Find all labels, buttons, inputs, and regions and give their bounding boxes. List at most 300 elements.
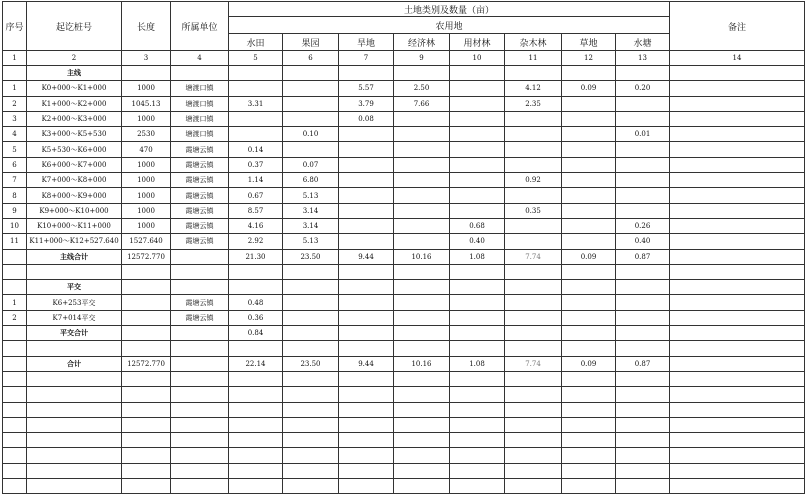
stake-cell: K5+530～K6+000 bbox=[27, 142, 122, 157]
table-cell bbox=[562, 157, 616, 172]
table-cell bbox=[616, 479, 670, 494]
table-cell bbox=[122, 479, 171, 494]
header-col-timber-forest: 用材林 bbox=[450, 34, 505, 51]
table-cell bbox=[562, 188, 616, 203]
table-cell bbox=[616, 417, 670, 432]
table-cell: 3.31 bbox=[229, 96, 283, 111]
table-cell bbox=[394, 310, 450, 325]
table-cell bbox=[505, 326, 562, 341]
table-cell bbox=[616, 326, 670, 341]
table-cell bbox=[670, 433, 805, 448]
table-cell bbox=[670, 127, 805, 142]
table-cell: 1 bbox=[3, 81, 27, 96]
table-cell: 4.12 bbox=[505, 81, 562, 96]
table-cell bbox=[394, 295, 450, 310]
table-cell bbox=[394, 218, 450, 233]
table-cell bbox=[3, 417, 27, 432]
table-cell bbox=[505, 341, 562, 356]
table-cell bbox=[616, 264, 670, 279]
table-cell bbox=[394, 66, 450, 81]
table-cell bbox=[562, 127, 616, 142]
table-cell: 0.92 bbox=[505, 173, 562, 188]
table-cell bbox=[450, 81, 505, 96]
table-cell bbox=[394, 142, 450, 157]
table-cell: 1000 bbox=[122, 157, 171, 172]
header-seq: 序号 bbox=[3, 2, 27, 51]
table-cell bbox=[3, 280, 27, 295]
table-cell: 21.30 bbox=[229, 249, 283, 264]
stake-cell: K6+000～K7+000 bbox=[27, 157, 122, 172]
table-cell bbox=[505, 433, 562, 448]
table-cell bbox=[229, 417, 283, 432]
table-cell bbox=[616, 157, 670, 172]
table-cell bbox=[562, 66, 616, 81]
table-cell bbox=[670, 203, 805, 218]
table-cell bbox=[450, 387, 505, 402]
table-cell bbox=[229, 81, 283, 96]
table-cell: 5.13 bbox=[283, 188, 339, 203]
column-number-cell: 9 bbox=[394, 51, 450, 66]
stake-cell: K0+000～K1+000 bbox=[27, 81, 122, 96]
table-cell bbox=[670, 371, 805, 386]
table-cell: 12572.770 bbox=[122, 249, 171, 264]
table-cell bbox=[450, 66, 505, 81]
table-cell: 9.44 bbox=[339, 249, 394, 264]
table-cell bbox=[27, 264, 122, 279]
column-number-cell: 4 bbox=[171, 51, 229, 66]
table-cell bbox=[394, 173, 450, 188]
table-cell: 0.36 bbox=[229, 310, 283, 325]
table-cell bbox=[339, 371, 394, 386]
table-cell bbox=[670, 356, 805, 371]
table-row bbox=[3, 81, 805, 96]
table-cell bbox=[670, 142, 805, 157]
table-cell bbox=[283, 371, 339, 386]
table-cell bbox=[3, 402, 27, 417]
table-cell bbox=[3, 341, 27, 356]
table-cell bbox=[670, 96, 805, 111]
stake-cell: K9+000～K10+000 bbox=[27, 203, 122, 218]
table-cell bbox=[616, 371, 670, 386]
table-cell: 9.44 bbox=[339, 356, 394, 371]
table-cell bbox=[670, 234, 805, 249]
table-cell bbox=[229, 111, 283, 126]
table-cell: 1000 bbox=[122, 173, 171, 188]
stake-cell: 主线合计 bbox=[27, 249, 122, 264]
table-cell: 1.08 bbox=[450, 356, 505, 371]
table-cell bbox=[171, 249, 229, 264]
table-cell: 0.26 bbox=[616, 218, 670, 233]
header-col-mixed-forest: 杂木林 bbox=[505, 34, 562, 51]
table-cell bbox=[670, 264, 805, 279]
table-cell bbox=[616, 66, 670, 81]
table-cell bbox=[562, 402, 616, 417]
table-cell bbox=[505, 157, 562, 172]
stake-cell: K6+253平交 bbox=[27, 295, 122, 310]
table-cell bbox=[505, 387, 562, 402]
table-cell bbox=[283, 448, 339, 463]
table-cell bbox=[339, 203, 394, 218]
table-cell: 3.14 bbox=[283, 203, 339, 218]
table-cell bbox=[171, 371, 229, 386]
column-number-cell: 6 bbox=[283, 51, 339, 66]
table-cell: 0.37 bbox=[229, 157, 283, 172]
table-cell bbox=[339, 463, 394, 478]
table-cell: 3.14 bbox=[283, 218, 339, 233]
table-cell bbox=[450, 310, 505, 325]
table-cell bbox=[339, 310, 394, 325]
table-cell: 0.20 bbox=[616, 81, 670, 96]
table-cell bbox=[450, 295, 505, 310]
table-cell bbox=[171, 264, 229, 279]
table-cell bbox=[171, 387, 229, 402]
table-cell bbox=[3, 433, 27, 448]
table-cell bbox=[450, 417, 505, 432]
table-cell bbox=[171, 417, 229, 432]
table-row bbox=[3, 188, 805, 203]
table-cell bbox=[283, 66, 339, 81]
table-cell bbox=[171, 356, 229, 371]
table-cell bbox=[27, 448, 122, 463]
total-row bbox=[3, 326, 805, 341]
header-remark: 备注 bbox=[670, 2, 805, 51]
table-cell bbox=[616, 463, 670, 478]
table-cell bbox=[616, 203, 670, 218]
table-cell: 0.87 bbox=[616, 249, 670, 264]
table-cell bbox=[670, 218, 805, 233]
blank-row bbox=[3, 479, 805, 494]
table-cell bbox=[27, 433, 122, 448]
table-cell bbox=[339, 218, 394, 233]
table-cell bbox=[283, 463, 339, 478]
table-cell: 塘渡口镇 bbox=[171, 81, 229, 96]
blank-row bbox=[3, 402, 805, 417]
table-cell bbox=[616, 280, 670, 295]
table-cell: 8.57 bbox=[229, 203, 283, 218]
section-label: 主线 bbox=[27, 66, 122, 81]
table-cell bbox=[562, 173, 616, 188]
table-cell bbox=[616, 188, 670, 203]
table-cell bbox=[339, 326, 394, 341]
table-cell bbox=[3, 66, 27, 81]
table-cell bbox=[562, 463, 616, 478]
table-cell bbox=[450, 341, 505, 356]
table-cell: 0.40 bbox=[616, 234, 670, 249]
table-cell bbox=[283, 264, 339, 279]
table-cell: 霞塘云镇 bbox=[171, 142, 229, 157]
table-cell bbox=[394, 463, 450, 478]
table-cell: 1000 bbox=[122, 81, 171, 96]
table-cell bbox=[27, 417, 122, 432]
table-cell: 3.79 bbox=[339, 96, 394, 111]
table-cell bbox=[3, 448, 27, 463]
table-cell bbox=[670, 295, 805, 310]
table-cell: 霞塘云镇 bbox=[171, 203, 229, 218]
table-cell: 2.50 bbox=[394, 81, 450, 96]
table-row bbox=[3, 203, 805, 218]
table-cell bbox=[670, 402, 805, 417]
total-row bbox=[3, 356, 805, 371]
header-col-econ-forest: 经济林 bbox=[394, 34, 450, 51]
table-cell bbox=[562, 218, 616, 233]
table-cell bbox=[339, 479, 394, 494]
table-cell bbox=[616, 96, 670, 111]
table-cell bbox=[3, 356, 27, 371]
table-cell: 霞塘云镇 bbox=[171, 157, 229, 172]
header-col-dryland: 旱地 bbox=[339, 34, 394, 51]
table-cell bbox=[229, 371, 283, 386]
table-cell bbox=[505, 463, 562, 478]
table-cell bbox=[339, 234, 394, 249]
table-cell bbox=[505, 310, 562, 325]
table-cell bbox=[283, 142, 339, 157]
stake-cell: K2+000～K3+000 bbox=[27, 111, 122, 126]
table-cell bbox=[670, 66, 805, 81]
table-cell bbox=[229, 448, 283, 463]
table-cell bbox=[339, 417, 394, 432]
table-row bbox=[3, 218, 805, 233]
table-cell bbox=[670, 188, 805, 203]
header-unit: 所属单位 bbox=[171, 2, 229, 51]
table-cell bbox=[283, 387, 339, 402]
table-cell: 6.80 bbox=[283, 173, 339, 188]
table-cell bbox=[562, 111, 616, 126]
table-cell bbox=[283, 433, 339, 448]
table-cell bbox=[283, 402, 339, 417]
table-row bbox=[3, 295, 805, 310]
blank-row bbox=[3, 463, 805, 478]
table-cell bbox=[670, 81, 805, 96]
table-cell bbox=[562, 96, 616, 111]
table-cell bbox=[505, 264, 562, 279]
table-cell: 22.14 bbox=[229, 356, 283, 371]
table-cell: 12572.770 bbox=[122, 356, 171, 371]
header-col-grassland: 草地 bbox=[562, 34, 616, 51]
table-cell bbox=[562, 417, 616, 432]
table-cell bbox=[3, 463, 27, 478]
table-cell bbox=[229, 479, 283, 494]
header-length: 长度 bbox=[122, 2, 171, 51]
table-cell bbox=[339, 188, 394, 203]
table-cell bbox=[122, 433, 171, 448]
section-row bbox=[3, 66, 805, 81]
table-cell bbox=[450, 203, 505, 218]
stake-cell: K1+000～K2+000 bbox=[27, 96, 122, 111]
table-cell bbox=[122, 463, 171, 478]
table-cell bbox=[562, 310, 616, 325]
table-cell bbox=[616, 341, 670, 356]
table-cell bbox=[3, 479, 27, 494]
table-cell bbox=[229, 264, 283, 279]
table-cell bbox=[616, 402, 670, 417]
table-cell: 霞塘云镇 bbox=[171, 188, 229, 203]
header-col-orchard: 果园 bbox=[283, 34, 339, 51]
table-cell: 23.50 bbox=[283, 249, 339, 264]
table-cell bbox=[505, 479, 562, 494]
table-cell bbox=[616, 448, 670, 463]
stake-cell: K10+000～K11+000 bbox=[27, 218, 122, 233]
table-cell bbox=[122, 310, 171, 325]
table-cell bbox=[450, 96, 505, 111]
table-cell bbox=[562, 234, 616, 249]
table-cell: 0.01 bbox=[616, 127, 670, 142]
blank-row bbox=[3, 371, 805, 386]
table-cell bbox=[562, 448, 616, 463]
table-cell bbox=[27, 371, 122, 386]
table-cell: 0.14 bbox=[229, 142, 283, 157]
blank-row bbox=[3, 433, 805, 448]
table-cell bbox=[505, 295, 562, 310]
table-cell bbox=[450, 264, 505, 279]
column-number-cell: 11 bbox=[505, 51, 562, 66]
table-cell: 2 bbox=[3, 310, 27, 325]
table-cell: 5.13 bbox=[283, 234, 339, 249]
table-cell: 1 bbox=[3, 295, 27, 310]
table-cell bbox=[394, 417, 450, 432]
table-cell bbox=[122, 341, 171, 356]
table-cell bbox=[171, 280, 229, 295]
table-cell bbox=[339, 433, 394, 448]
table-cell bbox=[229, 463, 283, 478]
stake-cell: K7+014平交 bbox=[27, 310, 122, 325]
table-cell bbox=[122, 448, 171, 463]
table-cell bbox=[122, 417, 171, 432]
table-cell: 2 bbox=[3, 96, 27, 111]
table-cell bbox=[394, 387, 450, 402]
table-cell: 1527.640 bbox=[122, 234, 171, 249]
table-row bbox=[3, 142, 805, 157]
table-cell bbox=[339, 157, 394, 172]
table-cell bbox=[394, 341, 450, 356]
table-cell bbox=[450, 111, 505, 126]
table-cell: 1.14 bbox=[229, 173, 283, 188]
blank-row bbox=[3, 264, 805, 279]
table-cell bbox=[122, 326, 171, 341]
table-cell bbox=[229, 433, 283, 448]
table-cell bbox=[27, 479, 122, 494]
table-cell bbox=[171, 341, 229, 356]
table-cell bbox=[339, 66, 394, 81]
column-number-cell: 13 bbox=[616, 51, 670, 66]
table-cell: 霞塘云镇 bbox=[171, 295, 229, 310]
table-cell: 0.09 bbox=[562, 356, 616, 371]
table-cell bbox=[171, 402, 229, 417]
table-cell bbox=[562, 295, 616, 310]
table-cell: 10 bbox=[3, 218, 27, 233]
table-row bbox=[3, 234, 805, 249]
table-cell bbox=[505, 127, 562, 142]
table-cell: 2.35 bbox=[505, 96, 562, 111]
table-cell bbox=[670, 280, 805, 295]
table-cell bbox=[229, 387, 283, 402]
table-cell bbox=[171, 66, 229, 81]
table-cell bbox=[122, 371, 171, 386]
table-cell bbox=[394, 371, 450, 386]
table-cell bbox=[394, 402, 450, 417]
table-cell: 2530 bbox=[122, 127, 171, 142]
table-cell bbox=[670, 341, 805, 356]
table-cell bbox=[562, 479, 616, 494]
table-cell bbox=[505, 417, 562, 432]
table-cell bbox=[505, 402, 562, 417]
header-farm-group: 农用地 bbox=[229, 17, 670, 34]
column-number-cell: 5 bbox=[229, 51, 283, 66]
table-cell bbox=[394, 203, 450, 218]
blank-row bbox=[3, 387, 805, 402]
table-cell bbox=[450, 280, 505, 295]
table-row bbox=[3, 310, 805, 325]
table-cell bbox=[394, 234, 450, 249]
table-cell bbox=[394, 479, 450, 494]
table-cell bbox=[562, 142, 616, 157]
table-cell: 1000 bbox=[122, 188, 171, 203]
table-cell bbox=[339, 402, 394, 417]
table-cell bbox=[670, 417, 805, 432]
column-number-cell: 14 bbox=[670, 51, 805, 66]
section-row bbox=[3, 280, 805, 295]
blank-row bbox=[3, 448, 805, 463]
table-cell: 10.16 bbox=[394, 356, 450, 371]
table-cell: 470 bbox=[122, 142, 171, 157]
table-cell bbox=[122, 280, 171, 295]
table-cell bbox=[450, 463, 505, 478]
table-cell: 1.08 bbox=[450, 249, 505, 264]
header-stake: 起讫桩号 bbox=[27, 2, 122, 51]
table-cell bbox=[562, 371, 616, 386]
table-cell: 2.92 bbox=[229, 234, 283, 249]
table-cell bbox=[339, 448, 394, 463]
table-cell bbox=[562, 280, 616, 295]
table-cell bbox=[283, 295, 339, 310]
table-cell bbox=[394, 188, 450, 203]
table-cell bbox=[450, 479, 505, 494]
table-cell: 霞塘云镇 bbox=[171, 310, 229, 325]
column-number-cell: 12 bbox=[562, 51, 616, 66]
column-number-cell: 2 bbox=[27, 51, 122, 66]
table-cell bbox=[394, 127, 450, 142]
table-cell bbox=[450, 173, 505, 188]
table-cell bbox=[339, 142, 394, 157]
table-cell bbox=[171, 479, 229, 494]
table-cell bbox=[562, 326, 616, 341]
table-cell: 0.35 bbox=[505, 203, 562, 218]
table-cell: 0.09 bbox=[562, 81, 616, 96]
table-cell: 1045.13 bbox=[122, 96, 171, 111]
table-cell: 1000 bbox=[122, 203, 171, 218]
table-cell bbox=[339, 264, 394, 279]
table-cell bbox=[670, 326, 805, 341]
table-cell bbox=[670, 249, 805, 264]
table-cell bbox=[339, 280, 394, 295]
table-cell bbox=[670, 479, 805, 494]
table-cell bbox=[450, 188, 505, 203]
table-cell: 0.10 bbox=[283, 127, 339, 142]
table-cell bbox=[616, 295, 670, 310]
table-cell bbox=[616, 111, 670, 126]
blank-row bbox=[3, 417, 805, 432]
table-cell: 9 bbox=[3, 203, 27, 218]
table-cell bbox=[3, 387, 27, 402]
table-cell bbox=[450, 127, 505, 142]
table-cell bbox=[394, 326, 450, 341]
table-cell: 10.16 bbox=[394, 249, 450, 264]
column-number-cell: 1 bbox=[3, 51, 27, 66]
table-cell: 0.84 bbox=[229, 326, 283, 341]
table-cell bbox=[505, 234, 562, 249]
table-cell: 7.74 bbox=[505, 356, 562, 371]
table-cell bbox=[394, 111, 450, 126]
table-cell bbox=[394, 157, 450, 172]
